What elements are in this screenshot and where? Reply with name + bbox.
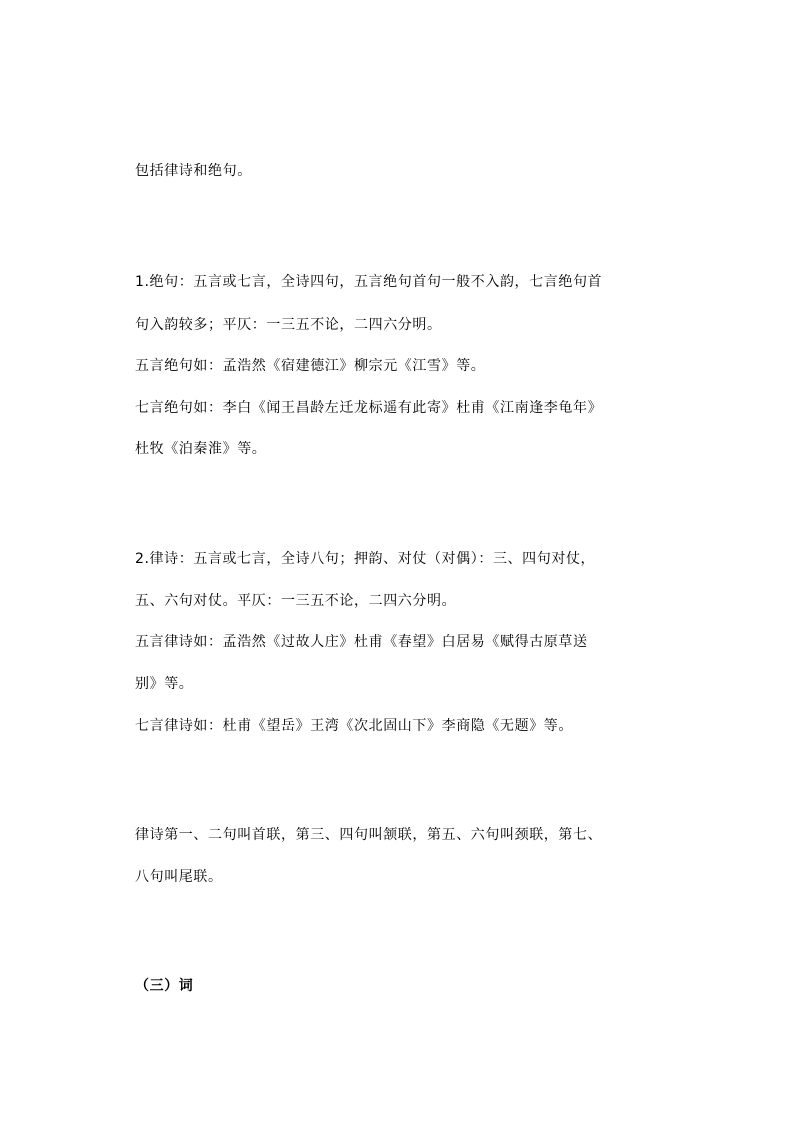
text-line: 七言律诗如：杜甫《望岳》王湾《次北固山下》李商隐《无题》等。 [135,718,573,734]
text-line: 包括律诗和绝句。 [135,163,252,179]
text-line: 律诗第一、二句叫首联，第三、四句叫颔联，第五、六句叫颈联，第七、 [135,827,603,843]
text-line: 八句叫尾联。 [135,869,223,885]
text-line: 1.绝句：五言或七言，全诗四句，五言绝句首句一般不入韵，七言绝句首 [135,274,603,290]
text-line: 别》等。 [135,676,194,692]
text-line: 五言绝句如：孟浩然《宿建德江》柳宗元《江雪》等。 [135,358,486,374]
text-line: 五言律诗如：孟浩然《过故人庄》杜甫《春望》白居易《赋得古原草送 [135,634,588,650]
text-line: 五、六句对仗。平仄：一三五不论，二四六分明。 [135,593,457,609]
text-line: 句入韵较多；平仄：一三五不论，二四六分明。 [135,317,442,333]
section-heading: （三）词 [135,978,194,994]
text-line: 七言绝句如：李白《闻王昌龄左迁龙标遥有此寄》杜甫《江南逢李龟年》 [135,400,603,416]
text-line: 2.律诗：五言或七言，全诗八句；押韵、对仗（对偶）：三、四句对仗， [135,551,596,567]
text-line: 杜牧《泊秦淮》等。 [135,441,267,457]
